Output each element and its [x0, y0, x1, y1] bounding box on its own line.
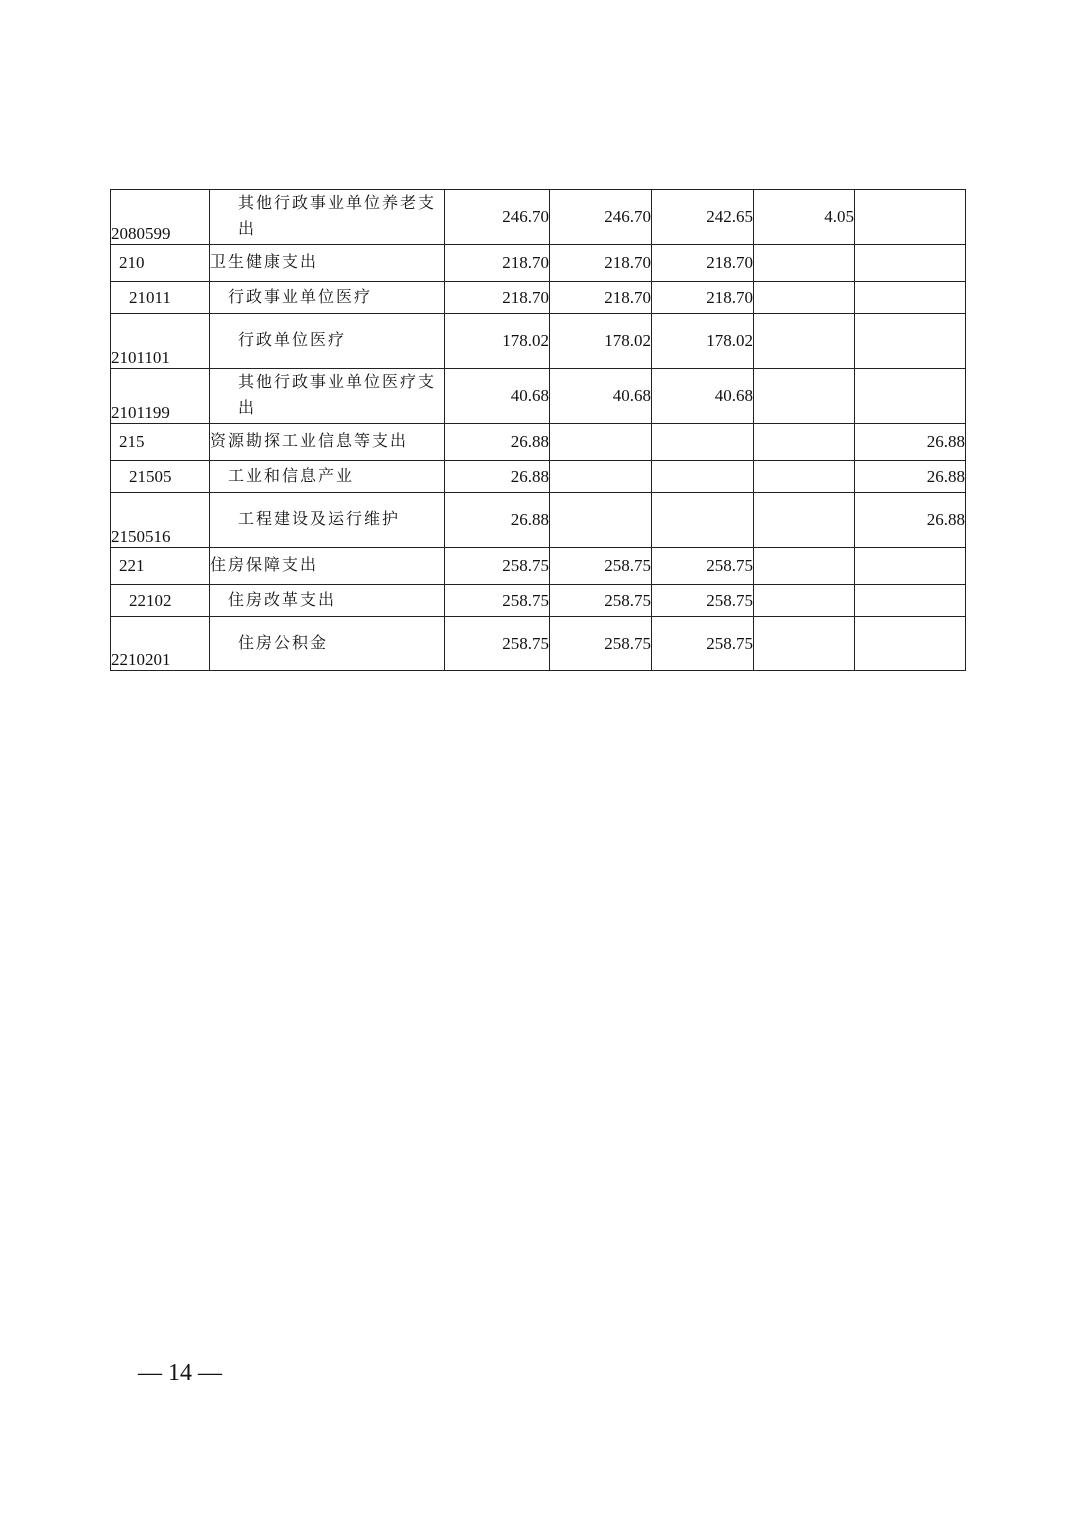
cell-value: 258.75 [445, 585, 550, 617]
table-row [111, 369, 966, 424]
cell-value [754, 617, 855, 671]
row-code: 215 [111, 424, 210, 461]
row-code: 2150516 [111, 493, 210, 548]
cell-value: 26.88 [855, 493, 966, 548]
cell-value [754, 493, 855, 548]
cell-value: 242.65 [652, 190, 754, 245]
cell-value: 258.75 [445, 617, 550, 671]
cell-value: 218.70 [652, 282, 754, 314]
row-name: 其他行政事业单位养老支出 [210, 190, 445, 245]
row-name: 住房改革支出 [210, 585, 445, 617]
cell-value [652, 493, 754, 548]
cell-value: 246.70 [445, 190, 550, 245]
cell-value: 218.70 [550, 245, 652, 282]
cell-value [754, 282, 855, 314]
row-name: 住房公积金 [210, 617, 445, 671]
row-name: 工程建设及运行维护 [210, 493, 445, 548]
row-code: 2080599 [111, 190, 210, 245]
table-row [111, 424, 966, 461]
table-row [111, 493, 966, 548]
cell-value [855, 314, 966, 369]
row-name: 行政事业单位医疗 [210, 282, 445, 314]
budget-table [110, 189, 966, 671]
row-code: 2210201 [111, 617, 210, 671]
cell-value: 26.88 [445, 493, 550, 548]
cell-value: 218.70 [652, 245, 754, 282]
table-row [111, 190, 966, 245]
row-name: 行政单位医疗 [210, 314, 445, 369]
table-row [111, 585, 966, 617]
cell-value: 258.75 [550, 548, 652, 585]
cell-value [754, 314, 855, 369]
cell-value: 40.68 [652, 369, 754, 424]
cell-value: 40.68 [550, 369, 652, 424]
cell-value: 218.70 [550, 282, 652, 314]
cell-value: 258.75 [652, 585, 754, 617]
cell-value [855, 585, 966, 617]
row-name: 工业和信息产业 [210, 461, 445, 493]
cell-value: 178.02 [550, 314, 652, 369]
cell-value: 258.75 [550, 585, 652, 617]
cell-value [754, 461, 855, 493]
cell-value: 26.88 [445, 461, 550, 493]
cell-value [855, 617, 966, 671]
cell-value: 258.75 [445, 548, 550, 585]
cell-value [855, 190, 966, 245]
cell-value [754, 424, 855, 461]
cell-value: 218.70 [445, 282, 550, 314]
row-name: 住房保障支出 [210, 548, 445, 585]
cell-value [652, 424, 754, 461]
table-row [111, 548, 966, 585]
cell-value [754, 369, 855, 424]
row-code: 2101199 [111, 369, 210, 424]
cell-value: 246.70 [550, 190, 652, 245]
row-name: 资源勘探工业信息等支出 [210, 424, 445, 461]
cell-value [754, 245, 855, 282]
page-number: — 14 — [138, 1360, 222, 1386]
cell-value: 258.75 [652, 617, 754, 671]
cell-value: 26.88 [855, 461, 966, 493]
cell-value: 26.88 [445, 424, 550, 461]
cell-value [754, 548, 855, 585]
cell-value [754, 585, 855, 617]
cell-value: 4.05 [754, 190, 855, 245]
row-code: 210 [111, 245, 210, 282]
cell-value [855, 369, 966, 424]
table-row [111, 282, 966, 314]
cell-value: 40.68 [445, 369, 550, 424]
cell-value: 258.75 [550, 617, 652, 671]
cell-value [550, 424, 652, 461]
row-name: 其他行政事业单位医疗支出 [210, 369, 445, 424]
cell-value: 26.88 [855, 424, 966, 461]
row-code: 221 [111, 548, 210, 585]
cell-value: 258.75 [652, 548, 754, 585]
cell-value: 218.70 [445, 245, 550, 282]
row-code: 21011 [111, 282, 210, 314]
cell-value [550, 493, 652, 548]
table-row [111, 461, 966, 493]
cell-value: 178.02 [445, 314, 550, 369]
cell-value [855, 548, 966, 585]
row-code: 2101101 [111, 314, 210, 369]
table-row [111, 314, 966, 369]
cell-value [652, 461, 754, 493]
cell-value [550, 461, 652, 493]
cell-value: 178.02 [652, 314, 754, 369]
table-row [111, 245, 966, 282]
row-name: 卫生健康支出 [210, 245, 445, 282]
row-code: 22102 [111, 585, 210, 617]
cell-value [855, 245, 966, 282]
row-code: 21505 [111, 461, 210, 493]
table-row [111, 617, 966, 671]
cell-value [855, 282, 966, 314]
